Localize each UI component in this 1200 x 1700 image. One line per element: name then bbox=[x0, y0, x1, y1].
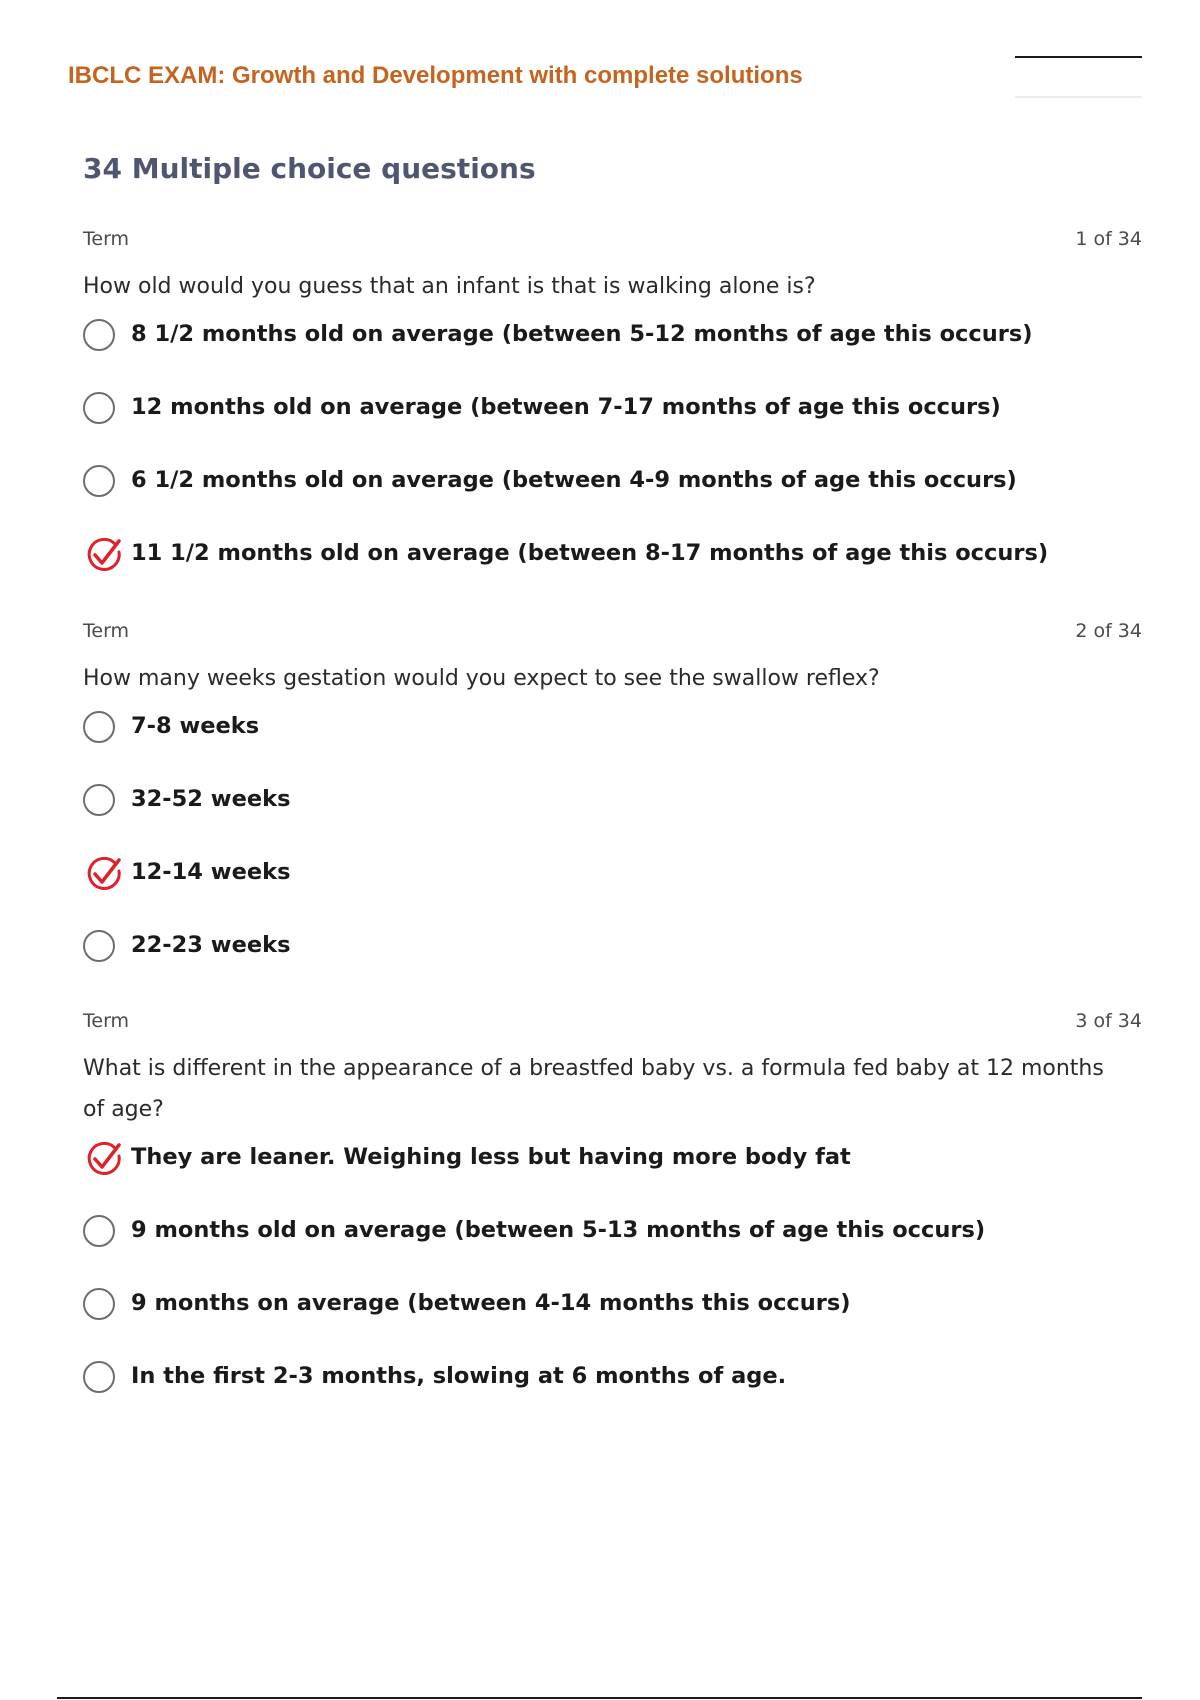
red-checkmark-icon bbox=[85, 535, 125, 575]
answer-option-label: 9 months old on average (between 5-13 months of age this occurs) bbox=[131, 1217, 986, 1243]
radio-circle-icon[interactable] bbox=[83, 1361, 115, 1393]
answer-option-label: They are leaner. Weighing less but having more body fat bbox=[131, 1144, 851, 1170]
answer-option-label: 32-52 weeks bbox=[131, 786, 291, 812]
footer-divider bbox=[57, 1697, 1142, 1699]
answer-options bbox=[83, 1142, 1142, 1434]
answer-option[interactable] bbox=[83, 857, 1142, 930]
question-1 bbox=[83, 228, 1142, 611]
section-title: 34 Multiple choice questions bbox=[83, 152, 536, 185]
answer-option[interactable] bbox=[83, 1142, 1142, 1215]
radio-circle-icon[interactable] bbox=[83, 392, 115, 424]
answer-option[interactable] bbox=[83, 711, 1142, 784]
answer-option[interactable] bbox=[83, 930, 1142, 1003]
answer-option[interactable] bbox=[83, 392, 1142, 465]
answer-option-label: 6 1/2 months old on average (between 4-9 months of age this occurs) bbox=[131, 467, 1017, 493]
term-label: Term bbox=[83, 1010, 130, 1032]
question-counter: 3 of 34 bbox=[1075, 1010, 1142, 1032]
term-label: Term bbox=[83, 228, 130, 250]
question-text: What is different in the appearance of a breastfed baby vs. a formula fed baby at 12 months of age? bbox=[83, 1056, 1104, 1122]
answer-option-label: 9 months on average (between 4-14 months this occurs) bbox=[131, 1290, 851, 1316]
question-counter: 1 of 34 bbox=[1075, 228, 1142, 250]
radio-circle-icon[interactable] bbox=[83, 1288, 115, 1320]
header-divider bbox=[1015, 56, 1142, 58]
answer-option[interactable] bbox=[83, 319, 1142, 392]
answer-option-label: 22-23 weeks bbox=[131, 932, 291, 958]
answer-option-label: 11 1/2 months old on average (between 8-17 months of age this occurs) bbox=[131, 540, 1049, 566]
answer-option-label: In the first 2-3 months, slowing at 6 months of age. bbox=[131, 1363, 787, 1389]
answer-option[interactable] bbox=[83, 1361, 1142, 1434]
question-counter: 2 of 34 bbox=[1075, 620, 1142, 642]
radio-circle-icon[interactable] bbox=[83, 1215, 115, 1247]
answer-option[interactable] bbox=[83, 538, 1142, 611]
radio-circle-icon[interactable] bbox=[83, 465, 115, 497]
radio-circle-icon[interactable] bbox=[83, 319, 115, 351]
answer-option-label: 12 months old on average (between 7-17 months of age this occurs) bbox=[131, 394, 1001, 420]
question-2 bbox=[83, 620, 1142, 1003]
answer-option[interactable] bbox=[83, 1215, 1142, 1288]
answer-option[interactable] bbox=[83, 784, 1142, 857]
radio-circle-icon[interactable] bbox=[83, 784, 115, 816]
question-text: How old would you guess that an infant is that is walking alone is? bbox=[83, 274, 816, 299]
radio-circle-icon[interactable] bbox=[83, 711, 115, 743]
answer-option-label: 7-8 weeks bbox=[131, 713, 260, 739]
answer-option[interactable] bbox=[83, 1288, 1142, 1361]
radio-circle-icon[interactable] bbox=[83, 930, 115, 962]
document-title: IBCLC EXAM: Growth and Development with complete solutions bbox=[68, 62, 803, 89]
question-3 bbox=[83, 1010, 1142, 1434]
header-divider-faint bbox=[1015, 96, 1142, 98]
red-checkmark-icon bbox=[85, 1139, 125, 1179]
red-checkmark-icon bbox=[85, 854, 125, 894]
term-label: Term bbox=[83, 620, 130, 642]
answer-option-label: 8 1/2 months old on average (between 5-12 months of age this occurs) bbox=[131, 321, 1033, 347]
question-text: How many weeks gestation would you expect to see the swallow reflex? bbox=[83, 666, 880, 691]
answer-option[interactable] bbox=[83, 465, 1142, 538]
answer-option-label: 12-14 weeks bbox=[131, 859, 291, 885]
answer-options bbox=[83, 711, 1142, 1003]
answer-options bbox=[83, 319, 1142, 611]
